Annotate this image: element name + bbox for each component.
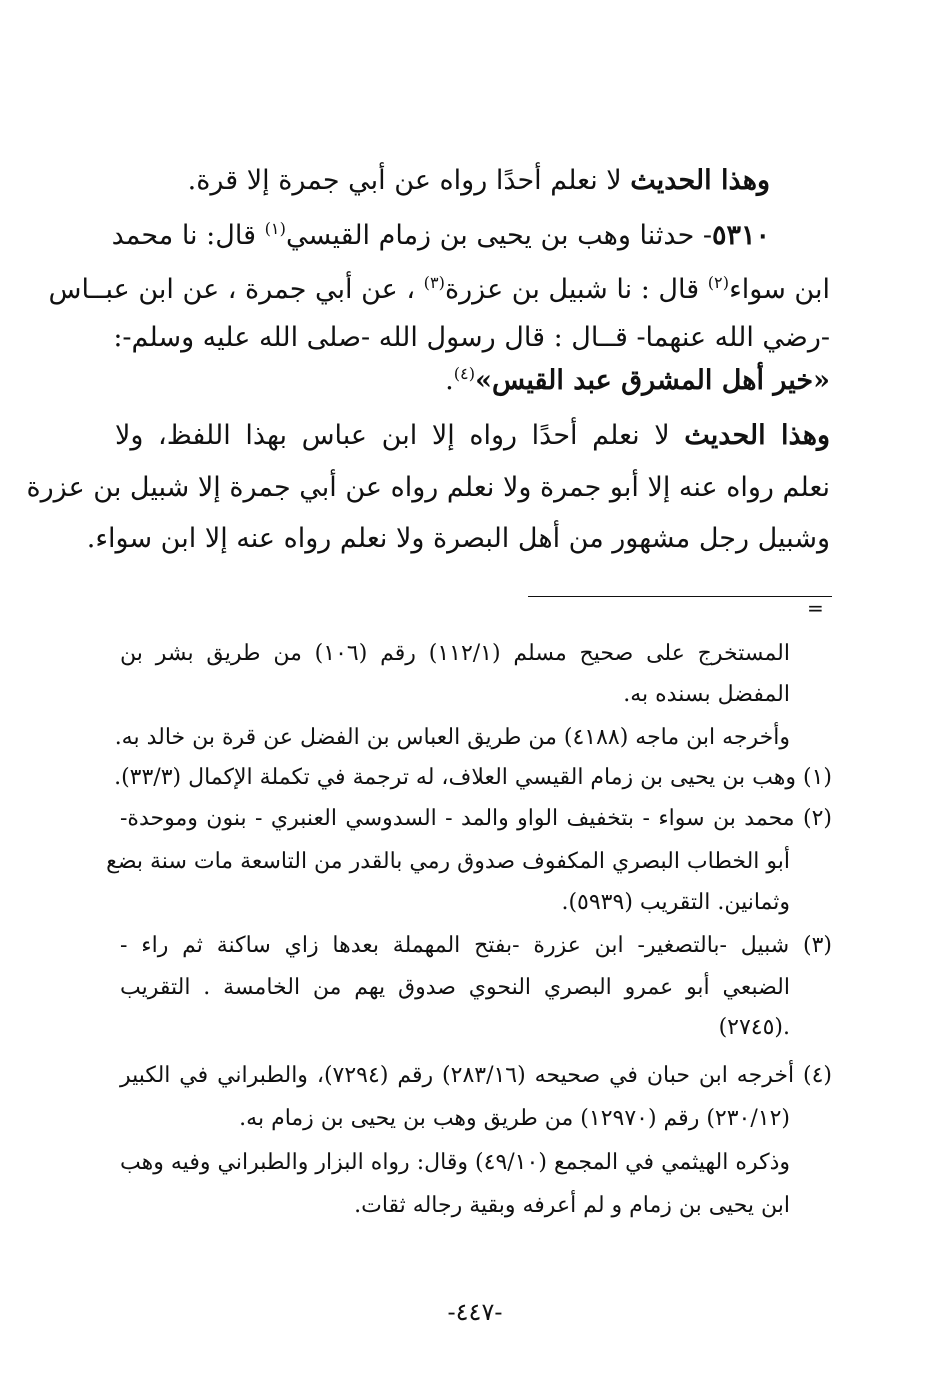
main-text: لا نعلم أحدًا رواه عن أبي جمرة إلا قرة.: [187, 165, 631, 196]
footnote-text: المفضل بسنده به.: [623, 682, 790, 707]
bold-phrase: وهذا الحديث: [684, 420, 830, 451]
main-text: نعلم رواه عنه إلا أبو جمرة ولا نعلم رواه عن أبي جمرة إلا شبيل بن عزرة: [26, 472, 830, 503]
continuation-mark: =: [807, 596, 824, 620]
comment-line-2: [26, 472, 830, 503]
footnote-ref-4: (٤): [453, 364, 476, 383]
footnote-continuation-line-2: [623, 684, 790, 706]
main-text: قال: نا محمد: [111, 220, 265, 251]
footnote-text: (٢) محمد بن سواء - بتخفيف الواو والمد - السدوسي العنبري - بنون وموحدة-: [120, 806, 832, 831]
footnote-text: المستخرج على صحيح مسلم (١١٢/١) رقم (١٠٦) من طريق بشر بن: [120, 641, 790, 666]
footnote-text: (١) وهب بن يحيى بن زمام القيسي العلاف، له ترجمة في تكملة الإكمال (٣٣/٣).: [114, 765, 832, 790]
bold-phrase: وهذا الحديث: [630, 165, 770, 196]
footnote-text: أبو الخطاب البصري المكفوف صدوق رمي بالقدر من التاسعة مات سنة بضع: [106, 849, 790, 874]
footnote-4-line-2: [239, 1108, 790, 1130]
footnote-text: وذكره الهيثمي في المجمع (٤٩/١٠) وقال: رواه البزار والطبراني وفيه وهب: [120, 1150, 790, 1175]
main-line-1: [188, 167, 770, 194]
comment-line-3: [87, 525, 830, 552]
footnote-text: (٢٧٤٥).: [718, 1015, 790, 1040]
footnote-3-line-1: [120, 935, 832, 957]
main-text: -رضي الله عنهما- قــال : قال رسول الله -صلى الله عليه وسلم-:: [113, 322, 830, 353]
footnote-text: وأخرجه ابن ماجه (٤١٨٨) من طريق العباس بن الفضل عن قرة بن خالد به.: [114, 725, 790, 750]
footnote-3-line-3: [719, 1017, 790, 1039]
footnote-continuation-line-1: [120, 643, 790, 665]
footnote-ref-2: (٢): [707, 273, 730, 292]
footnote-continuation-line-3: [115, 727, 790, 749]
footnote-4-line-3: [120, 1152, 790, 1174]
footnote-2-line-1: [120, 808, 832, 830]
hadith-5310-line-3: [115, 324, 830, 351]
main-text: - حدثنا وهب بن يحيى بن زمام القيسي: [285, 220, 712, 251]
hadith-5310-line-2: [48, 273, 830, 305]
footnote-text: ابن يحيى بن زمام و لم أعرفه وبقية رجاله ثقات.: [354, 1193, 790, 1218]
main-text: ابن سواء: [729, 274, 830, 305]
comment-line-1: [115, 422, 830, 449]
footnote-1: [114, 767, 832, 789]
footnote-separator: [528, 596, 832, 597]
footnote-ref-3: (٣): [423, 273, 445, 292]
footnote-text: وثمانين. التقريب (٥٩٣٩).: [561, 890, 790, 915]
hadith-number: ٥٣١٠: [711, 220, 770, 251]
main-text: .: [445, 365, 454, 396]
main-text: وشبيل رجل مشهور من أهل البصرة ولا نعلم رواه عنه إلا ابن سواء.: [86, 523, 830, 554]
hadith-5310-line-1: [111, 219, 770, 251]
hadith-matn: «خير أهل المشرق عبد القيس»: [475, 365, 830, 396]
footnote-text: (٤) أخرجه ابن حبان في صحيحه (٢٨٣/١٦) رقم (٧٢٩٤)، والطبراني في الكبير: [120, 1063, 832, 1088]
footnote-3-line-2: [120, 977, 790, 999]
main-text: قال : نا شبيل بن عزرة: [445, 274, 708, 305]
footnote-text: (٢٣٠/١٢) رقم (١٢٩٧٠) من طريق وهب بن يحيى بن زمام به.: [239, 1106, 790, 1131]
main-text: ، عن أبي جمرة ، عن ابن عبــاس: [48, 274, 424, 305]
page-number: -٤٤٧-: [447, 1298, 503, 1326]
footnote-ref-1: (١): [264, 219, 286, 238]
main-text: لا نعلم أحدًا رواه إلا ابن عباس بهذا اللفظ، ولا: [115, 420, 685, 451]
hadith-5310-line-4: [445, 364, 830, 396]
footnote-2-line-2: [106, 849, 790, 874]
footnote-text: (٣) شبيل -بالتصغير- ابن عزرة -بفتح المهملة بعدها زاي ساكنة ثم راء -: [120, 933, 832, 958]
footnote-text: الضبعي أبو عمرو البصري النحوي صدوق يهم من الخامسة . التقريب: [120, 975, 790, 1000]
footnote-4-line-1: [120, 1065, 832, 1087]
footnote-2-line-3: [561, 892, 790, 914]
footnote-4-line-4: [354, 1195, 790, 1217]
